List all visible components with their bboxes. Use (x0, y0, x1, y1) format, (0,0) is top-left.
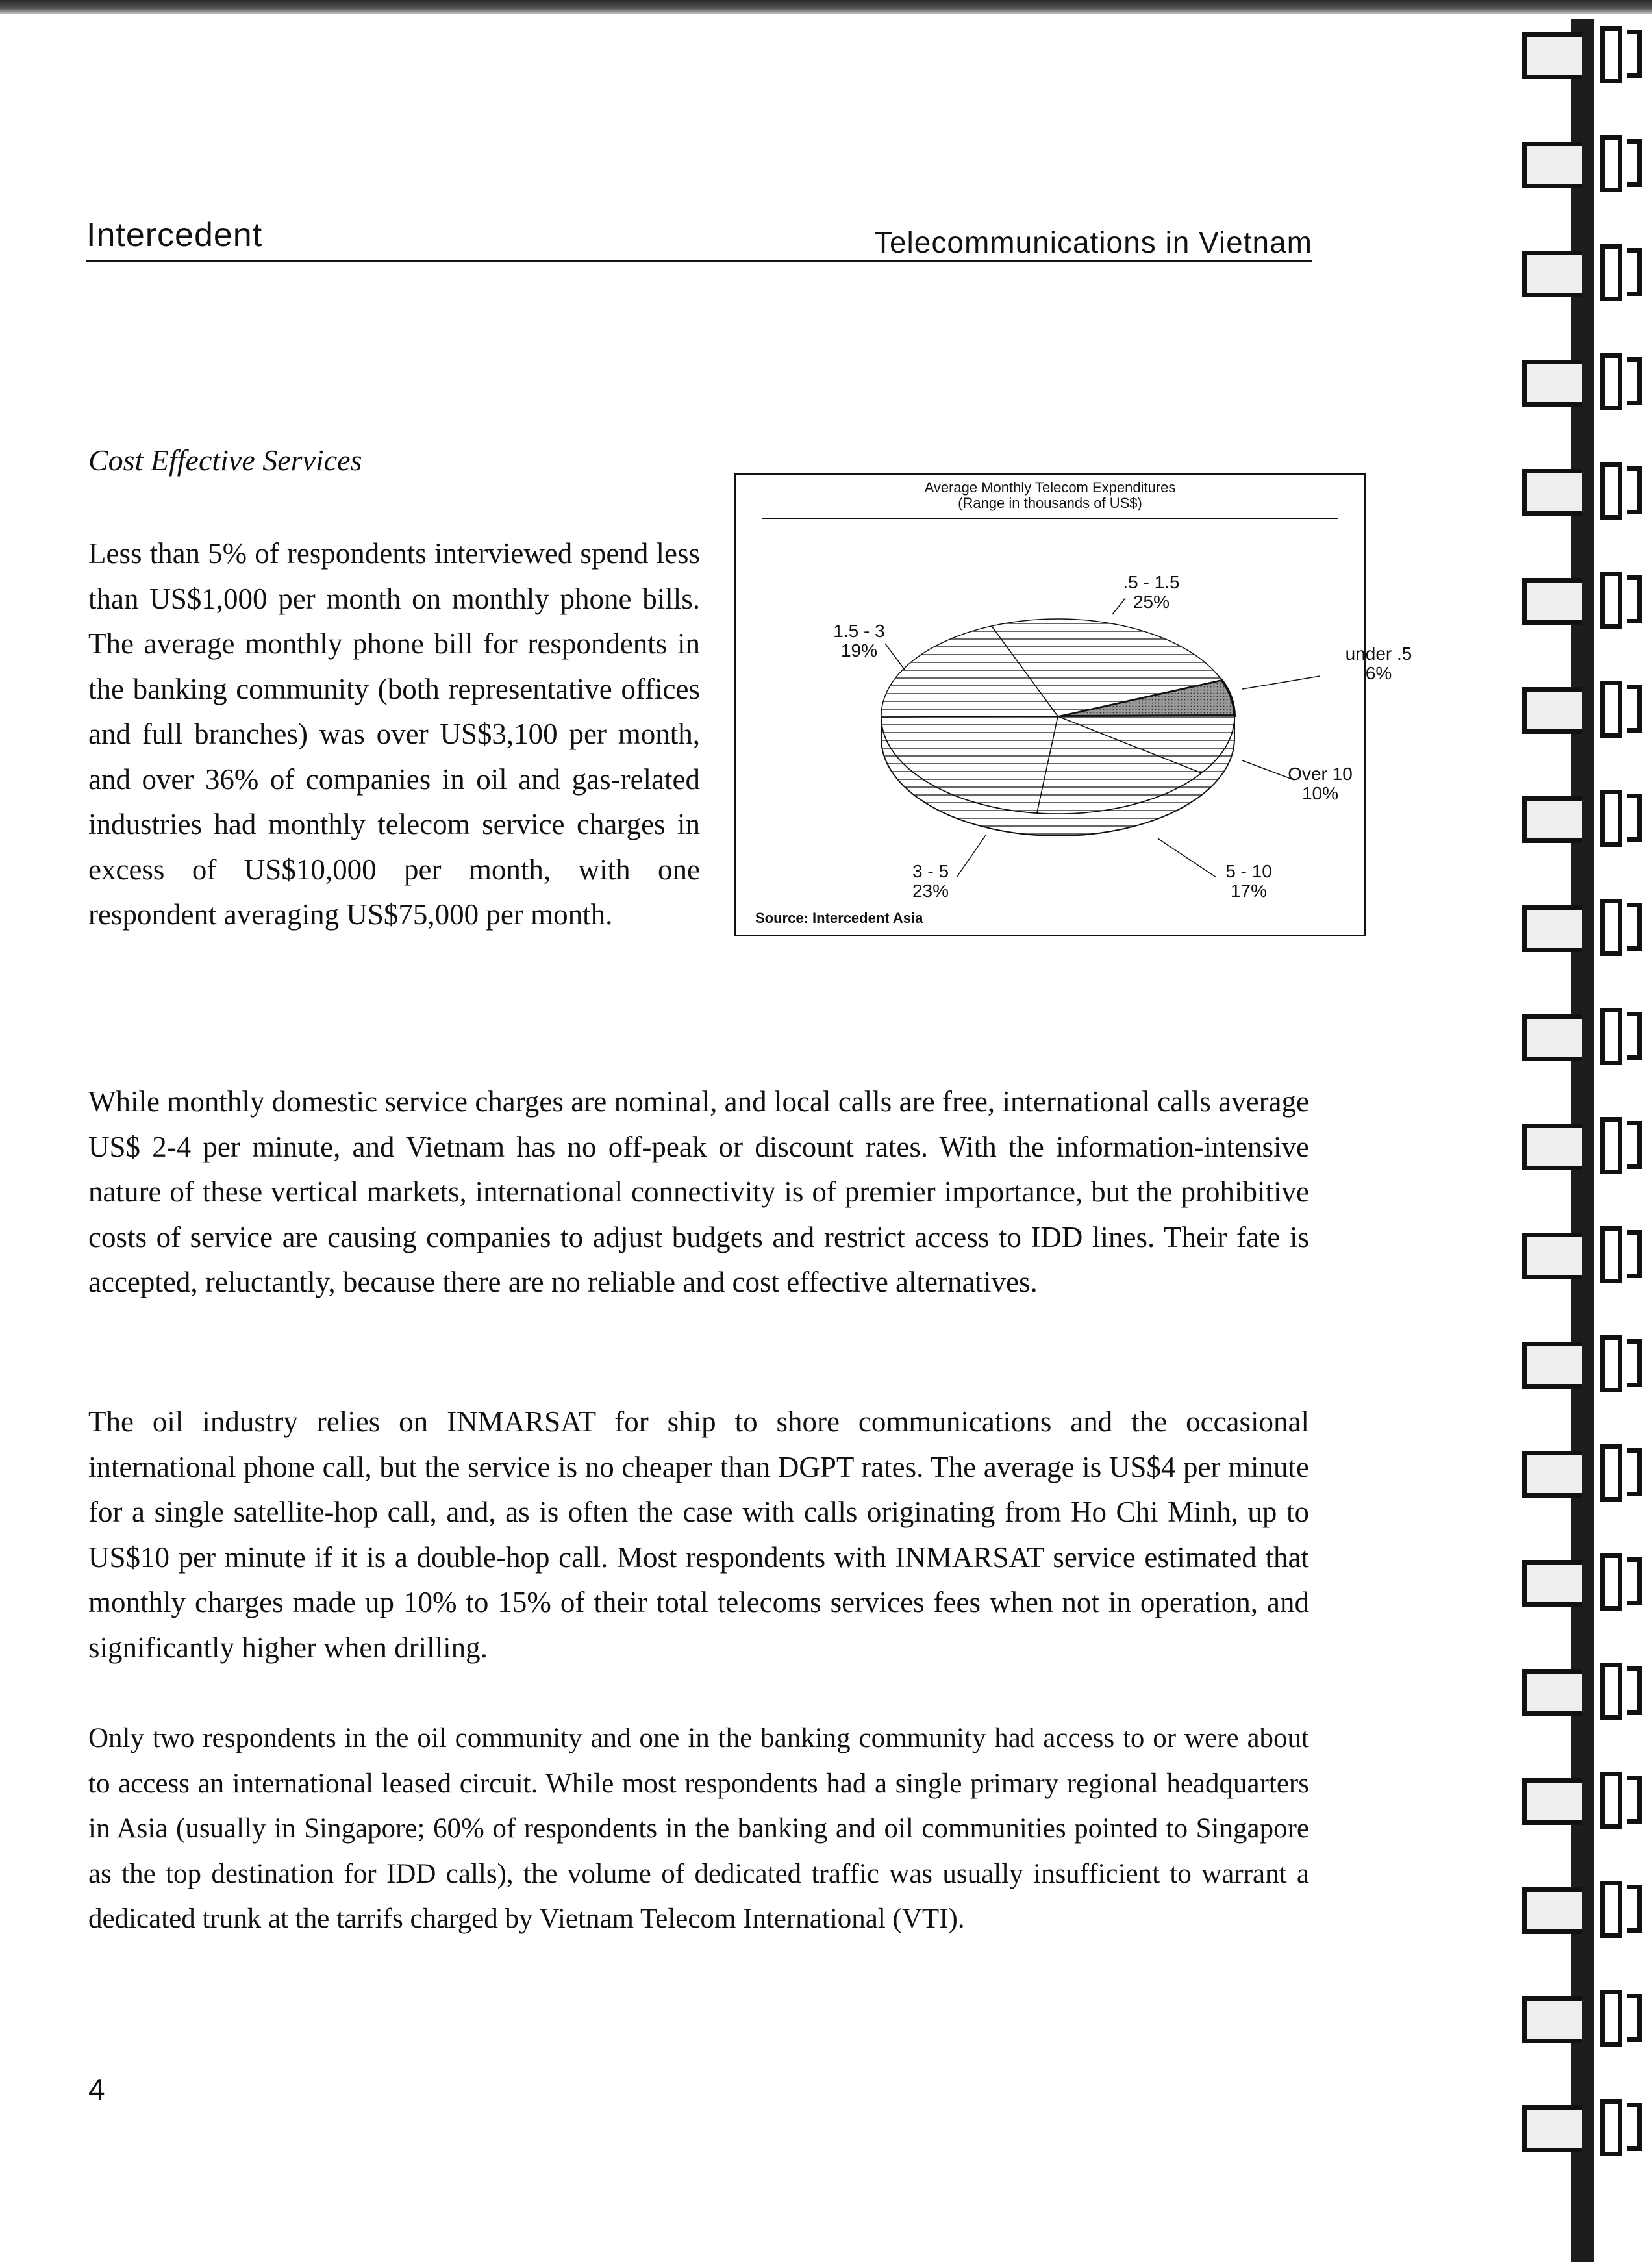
binding-ring-loop (1522, 1014, 1582, 1061)
binding-ring-loop (1522, 1778, 1582, 1825)
binding-ring-loop (1522, 1342, 1582, 1389)
binding-ring (1522, 681, 1652, 746)
header-company: Intercedent (86, 216, 263, 254)
binding-ring-post (1600, 1553, 1622, 1611)
binding-ring (1522, 790, 1652, 855)
binding-ring-loop (1522, 142, 1582, 188)
binding-ring-tip (1627, 466, 1642, 514)
binding-ring-post (1600, 1117, 1622, 1174)
binding-ring-tip (1627, 1121, 1642, 1169)
pie-label: under .5 (1345, 644, 1412, 664)
pie-percent-label: 10% (1301, 783, 1339, 803)
binding-ring-post (1600, 353, 1622, 410)
binding-ring (1522, 135, 1652, 200)
binding-ring-loop (1522, 32, 1582, 79)
pie-percent-label: 6% (1365, 663, 1392, 683)
binding-ring (1522, 1881, 1652, 1946)
binding-ring-loop (1522, 1669, 1582, 1716)
binding-ring-tip (1627, 1557, 1642, 1605)
binding-ring-post (1600, 899, 1622, 956)
binding-ring (1522, 1008, 1652, 1073)
spiral-binding (1513, 0, 1652, 2262)
binding-ring (1522, 462, 1652, 527)
binding-ring (1522, 899, 1652, 964)
pie-percent-label: 23% (912, 881, 949, 901)
binding-ring-post (1600, 681, 1622, 738)
binding-ring-post (1600, 26, 1622, 83)
binding-ring-post (1600, 2099, 1622, 2156)
page-number: 4 (88, 2072, 105, 2106)
binding-ring-tip (1627, 1885, 1642, 1933)
pie-leader-line (1112, 598, 1125, 614)
pie-label: .5 - 1.5 (1123, 572, 1180, 592)
binding-ring-tip (1627, 357, 1642, 405)
binding-ring (1522, 1335, 1652, 1400)
pie-label: Over 10 (1288, 764, 1353, 784)
section-title: Cost Effective Services (88, 444, 362, 477)
pie-leader-line (1242, 760, 1294, 780)
binding-ring-tip (1627, 1776, 1642, 1824)
binding-ring (1522, 1663, 1652, 1728)
binding-ring-post (1600, 135, 1622, 192)
pie-percent-label: 19% (840, 640, 878, 660)
binding-ring-loop (1522, 1560, 1582, 1607)
binding-ring-post (1600, 1663, 1622, 1720)
binding-ring-post (1600, 1226, 1622, 1283)
binding-ring-loop (1522, 1996, 1582, 2043)
binding-ring (1522, 1226, 1652, 1291)
paragraph-domestic-charges: While monthly domestic service charges are nominal, and local calls are free, international calls average US$ 2-4 per minute, and Vietnam has no off-peak or discount rates. With the information-intensive nature of these vertical markets, international connectivity is of premier importance, but the prohibitive costs of service are causing companies to adjust budgets and restrict access to IDD lines. Their fate is accepted, reluctantly, because there are no reliable and cost effective alternatives. (88, 1085, 1309, 1298)
pie-label: 5 - 10 (1225, 861, 1272, 881)
binding-ring-post (1600, 462, 1622, 520)
binding-ring-tip (1627, 575, 1642, 623)
binding-ring (1522, 1772, 1652, 1837)
pie-leader-line (957, 835, 986, 877)
chart-title-main: Average Monthly Telecom Expenditures (924, 479, 1176, 496)
binding-ring-loop (1522, 469, 1582, 516)
binding-ring-loop (1522, 687, 1582, 734)
binding-ring-loop (1522, 1124, 1582, 1170)
pie-leader-line (885, 644, 905, 670)
pie-slice-4 (881, 716, 1058, 813)
pie-leader-line (1158, 838, 1216, 877)
pie-chart (736, 475, 1412, 935)
pie-percent-label: 25% (1133, 592, 1170, 612)
header-report-title: Telecommunications in Vietnam (873, 225, 1312, 259)
binding-ring-post (1600, 1008, 1622, 1065)
binding-ring-tip (1627, 139, 1642, 187)
binding-ring-tip (1627, 1666, 1642, 1715)
binding-ring-tip (1627, 1448, 1642, 1496)
binding-ring-post (1600, 790, 1622, 847)
binding-ring (1522, 2099, 1652, 2164)
pie-label: 3 - 5 (912, 861, 949, 881)
binding-ring-post (1600, 1444, 1622, 1502)
binding-ring-tip (1627, 1339, 1642, 1387)
binding-ring (1522, 1117, 1652, 1182)
binding-ring (1522, 572, 1652, 636)
pie-chart-box (734, 473, 1412, 936)
scan-top-edge (0, 0, 1652, 14)
binding-ring-post (1600, 572, 1622, 629)
page-header (86, 208, 1312, 262)
binding-ring (1522, 244, 1652, 309)
binding-ring-tip (1627, 1012, 1642, 1060)
binding-ring-tip (1627, 794, 1642, 842)
binding-ring-post (1600, 1335, 1622, 1392)
binding-ring-tip (1627, 1994, 1642, 2042)
binding-ring-tip (1627, 903, 1642, 951)
binding-ring (1522, 1444, 1652, 1509)
binding-ring (1522, 1553, 1652, 1618)
binding-ring-post (1600, 244, 1622, 301)
chart-subtitle: (Range in thousands of US$) (958, 495, 1142, 511)
binding-ring-tip (1627, 248, 1642, 296)
binding-ring-loop (1522, 578, 1582, 625)
binding-ring-post (1600, 1990, 1622, 2047)
binding-ring-loop (1522, 2105, 1582, 2152)
binding-ring-loop (1522, 360, 1582, 407)
binding-ring (1522, 1990, 1652, 2055)
chart-source: Source: Intercedent Asia (755, 910, 923, 926)
paragraph-monthly-bills: Less than 5% of respondents interviewed spend less than US$1,000 per month on monthly phone bills. The average monthly phone bill for respondents in the banking community (both representative offices and full branches) was over US$3,100 per month, and over 36% of companies in oil and gas-related industries had monthly telecom service charges in excess of US$10,000 per month, with one respondent averaging US$75,000 per month. (88, 537, 700, 931)
paragraph-inmarsat: The oil industry relies on INMARSAT for ship to shore communications and the occasional international phone call, but the service is no cheaper than DGPT rates. The average is US$4 per minute for a single satellite-hop call, and, as is often the case with calls originating from Ho Chi Minh, up to US$10 per minute if it is a double-hop call. Most respondents with INMARSAT service estimated that monthly charges made up 10% to 15% of their total telecoms services fees when not in operation, and significantly higher when drilling. (88, 1405, 1309, 1664)
pie-percent-label: 17% (1230, 881, 1268, 901)
pie-label: 1.5 - 3 (833, 621, 885, 641)
binding-ring-post (1600, 1772, 1622, 1829)
binding-ring-post (1600, 1881, 1622, 1938)
binding-ring-tip (1627, 30, 1642, 78)
binding-ring (1522, 26, 1652, 91)
binding-ring-tip (1627, 685, 1642, 733)
binding-ring-loop (1522, 796, 1582, 843)
binding-ring-loop (1522, 1233, 1582, 1279)
pie-leader-line (1242, 676, 1320, 689)
binding-ring-loop (1522, 251, 1582, 297)
binding-ring-tip (1627, 2103, 1642, 2151)
binding-ring-loop (1522, 1887, 1582, 1934)
paragraph-leased-circuit: Only two respondents in the oil community and one in the banking community had access to or were about to access an international leased circuit. While most respondents had a single primary regional headquarters in Asia (usually in Singapore; 60% of respondents in the banking and oil communities pointed to Singapore as the top destination for IDD calls), the volume of dedicated traffic was usually insufficient to warrant a dedicated trunk at the tarrifs charged by Vietnam Telecom International (VTI). (88, 1723, 1309, 1934)
binding-ring-tip (1627, 1230, 1642, 1278)
binding-ring-loop (1522, 905, 1582, 952)
binding-ring (1522, 353, 1652, 418)
binding-ring-loop (1522, 1451, 1582, 1498)
